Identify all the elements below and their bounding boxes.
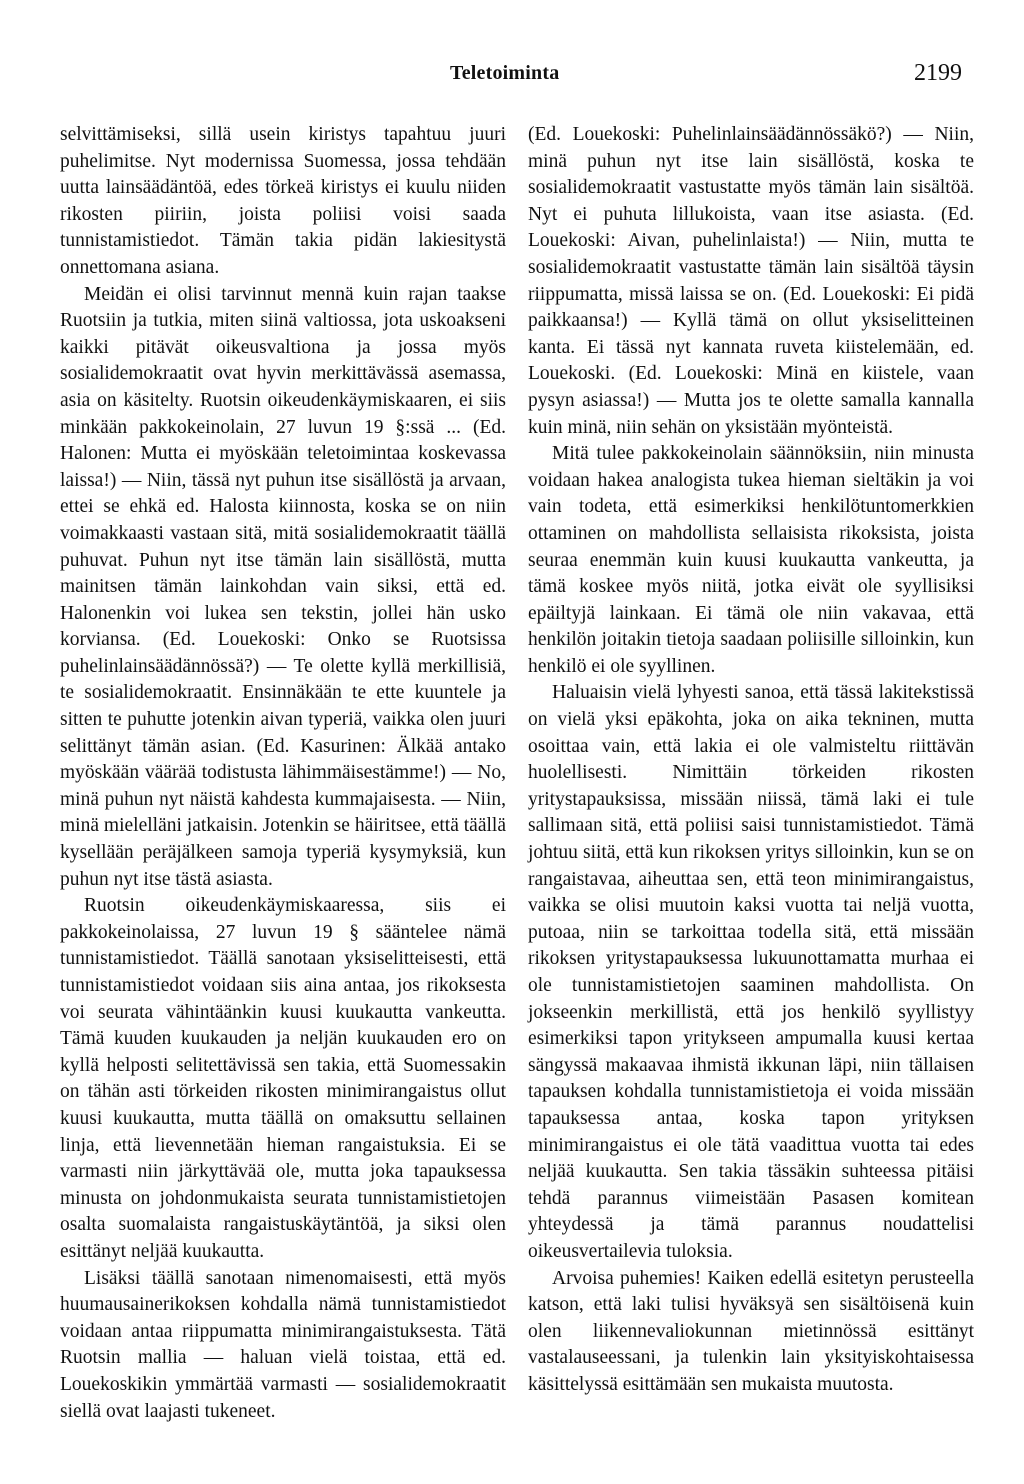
paragraph: Meidän ei olisi tarvinnut mennä kuin rajan taakse Ruotsiin ja tutkia, miten siinä valtiossa, jota uskoakseni kaikki pitävät oikeusvaltiona ja jossa myös sosialidemokraatit ovat hyvin merkittävässä asemassa, asia on käsitelty. Ruotsin oikeudenkäymiskaaren, ei siis minkään pakkokeinolain, 27 luvun 19 §:ssä ... (Ed. Halonen: Mutta ei myöskään teletoimintaa koskevassa laissa!) — Niin, tässä nyt puhun itse sisällöstä ja arvaan, ettei se ehkä ed. Halosta kiinnosta, koska se on niin voimakkaasti vastaan sitä, mitä sosialidemokraatit täällä puhuvat. Puhun nyt itse tämän lain sisällöstä, mutta mainitsen tämän lainkohdan vain siksi, että ed. Halonenkin voi lukea sen tekstin, jollei hän usko korviansa. (Ed. Louekoski: Onko se Ruotsissa puhelinlainsäädännössä?) — Te olette kyllä merkillisiä, te sosialidemokraatit. Ensinnäkään te ette kuuntele ja sitten te puhutte jotenkin aivan typeriä, vaikka olen juuri selittänyt tämän asian. (Ed. Kasurinen: Älkää antako myöskään väärää todistusta lähimmäisestämme!) — No, minä puhun nyt näistä kahdesta kummajaisesta. — Niin, minä mielelläni jatkaisin. Jotenkin se häiritsee, että täällä kysellään peräjälkeen samoja typeriä kysymyksiä, kun puhun nyt itse tästä asiasta. [60, 283, 506, 890]
paragraph: Arvoisa puhemies! Kaiken edellä esitetyn perusteella katson, että laki tulisi hyväksyä sen sisältöisenä kuin olen liikennevaliokunnan mietinnössä esittänyt vastalauseessani, ja tulenkin lain yksityiskohtaisessa käsittelyssä esittämään sen mukaista muutosta. [528, 1267, 974, 1395]
paragraph: Ruotsin oikeudenkäymiskaaressa, siis ei pakkokeinolaissa, 27 luvun 19 § sääntelee nämä tunnistamistiedot. Täällä sanotaan yksiselitteisesti, että tunnistamistiedot voidaan siis aina antaa, jos rikoksesta voi seurata vähintäänkin kuusi kuukautta vankeutta. Tämä kuuden kuukauden ja neljän kuukauden ero on kyllä helposti selitettävissä sen takia, että Suomessakin on tähän asti törkeiden rikosten minimirangaistus ollut kuusi kuukautta, mutta täällä on omaksuttu sellainen linja, että lievennetään hieman rangaistuksia. Ei se varmasti niin järkyttävää ole, mutta joka tapauksessa minusta on johdonmukaista seurata tunnistamistietojen osalta suomalaista rangaistuskäytäntöä, ja siksi olen esittänyt neljää kuukautta. [60, 895, 506, 1262]
paragraph: Mitä tulee pakkokeinolain säännöksiin, niin minusta voidaan hakea analogista tukea hieman sieltäkin ja voi vain todeta, että esimerkiksi henkilötuntomerkkien ottaminen on mahdollista sellaisista rikoksista, joista seuraa enemmän kuin kuusi kuukautta vankeutta, ja tämä koskee myös niitä, jotka eivät ole syyllisiksi epäiltyjä lainkaan. Ei tämä ole niin vakavaa, että henkilön joitakin tietoja saadaan poliisille silloinkin, kun henkilö ei ole syyllinen. [528, 443, 974, 677]
right-column [528, 122, 974, 1399]
paragraph: Lisäksi täällä sanotaan nimenomaisesti, että myös huumausainerikoksen kohdalla nämä tunnistamistiedot voidaan antaa riippumatta minimirangaistuksesta. Tätä Ruotsin mallia — haluan vielä toistaa, että ed. Louekoskikin ymmärtää varmasti — sosialidemokraatit siellä ovat laajasti tukeneet. [60, 1267, 506, 1422]
paragraph: selvittämiseksi, sillä usein kiristys tapahtuu juuri puhelimitse. Nyt modernissa Suomessa, jossa tehdään uutta lainsäädäntöä, edes törkeä kiristys ei kuulu niiden rikosten piiriin, joista poliisi voisi saada tunnistamistiedot. Tämän takia pidän lakiesitystä onnettomana asiana. [60, 124, 506, 278]
left-column [60, 122, 506, 1425]
page-number: 2199 [914, 60, 962, 86]
running-title: Teletoiminta [450, 62, 560, 84]
paragraph: Haluaisin vielä lyhyesti sanoa, että tässä lakitekstissä on vielä yksi epäkohta, joka on aika tekninen, mutta osoittaa vain, että lakia ei ole valmisteltu riittävän huolellisesti. Nimittäin törkeiden rikosten yritystapauksissa, missään niissä, tämä laki ei tule sallimaan sitä, että poliisi saisi tunnistamistiedot. Tämä johtuu siitä, että kun rikoksen yritys silloinkin, kun se on rangaistavaa, aiheuttaa sen, että teon minimirangaistus, vaikka se olisi muutoin kaksi vuotta tai neljä vuotta, putoaa, niin se tarkoittaa todella sitä, että missään rikoksen yritystapauksessa lukuunottamatta murhaa ei ole tunnistamistietojen saaminen mahdollista. On jokseenkin merkillistä, että jos henkilö syyllistyy esimerkiksi tapon yritykseen ampumalla kuusi kertaa sängyssä makaavaa ihmistä ikkunan läpi, niin tällaisen tapauksen kohdalla tunnistamistietoja ei voida missään tapauksessa antaa, koska tapon yrityksen minimirangaistus ei ole tätä vaadittua vuotta tai edes neljää kuukautta. Sen takia tässäkin suhteessa pitäisi tehdä parannus viimeistään Pasasen komitean yhteydessä ja tämä parannus noudattelisi oikeusvertailevia tuloksia. [528, 682, 974, 1262]
paragraph: (Ed. Louekoski: Puhelinlainsäädännössäkö?) — Niin, minä puhun nyt itse lain sisällöstä, koska te sosialidemokraatit vastustatte myös tämän lain sisältöä. Nyt ei puhuta lillukoista, vaan itse asiasta. (Ed. Louekoski: Aivan, puhelinlaista!) — Niin, mutta te sosialidemokraatit vastustatte tämän lain sisältöä täysin riippumatta, missä laissa se on. (Ed. Louekoski: Ei pidä paikkaansa!) — Kyllä tämä on ollut yksiselitteinen kanta. Ei tässä nyt kannata ruveta kiistelemään, ed. Louekoski. (Ed. Louekoski: Minä en kiistele, vaan pysyn asiassa!) — Mutta jos te olette samalla kannalla kuin minä, niin sehän on yksistään myönteistä. [528, 124, 974, 438]
